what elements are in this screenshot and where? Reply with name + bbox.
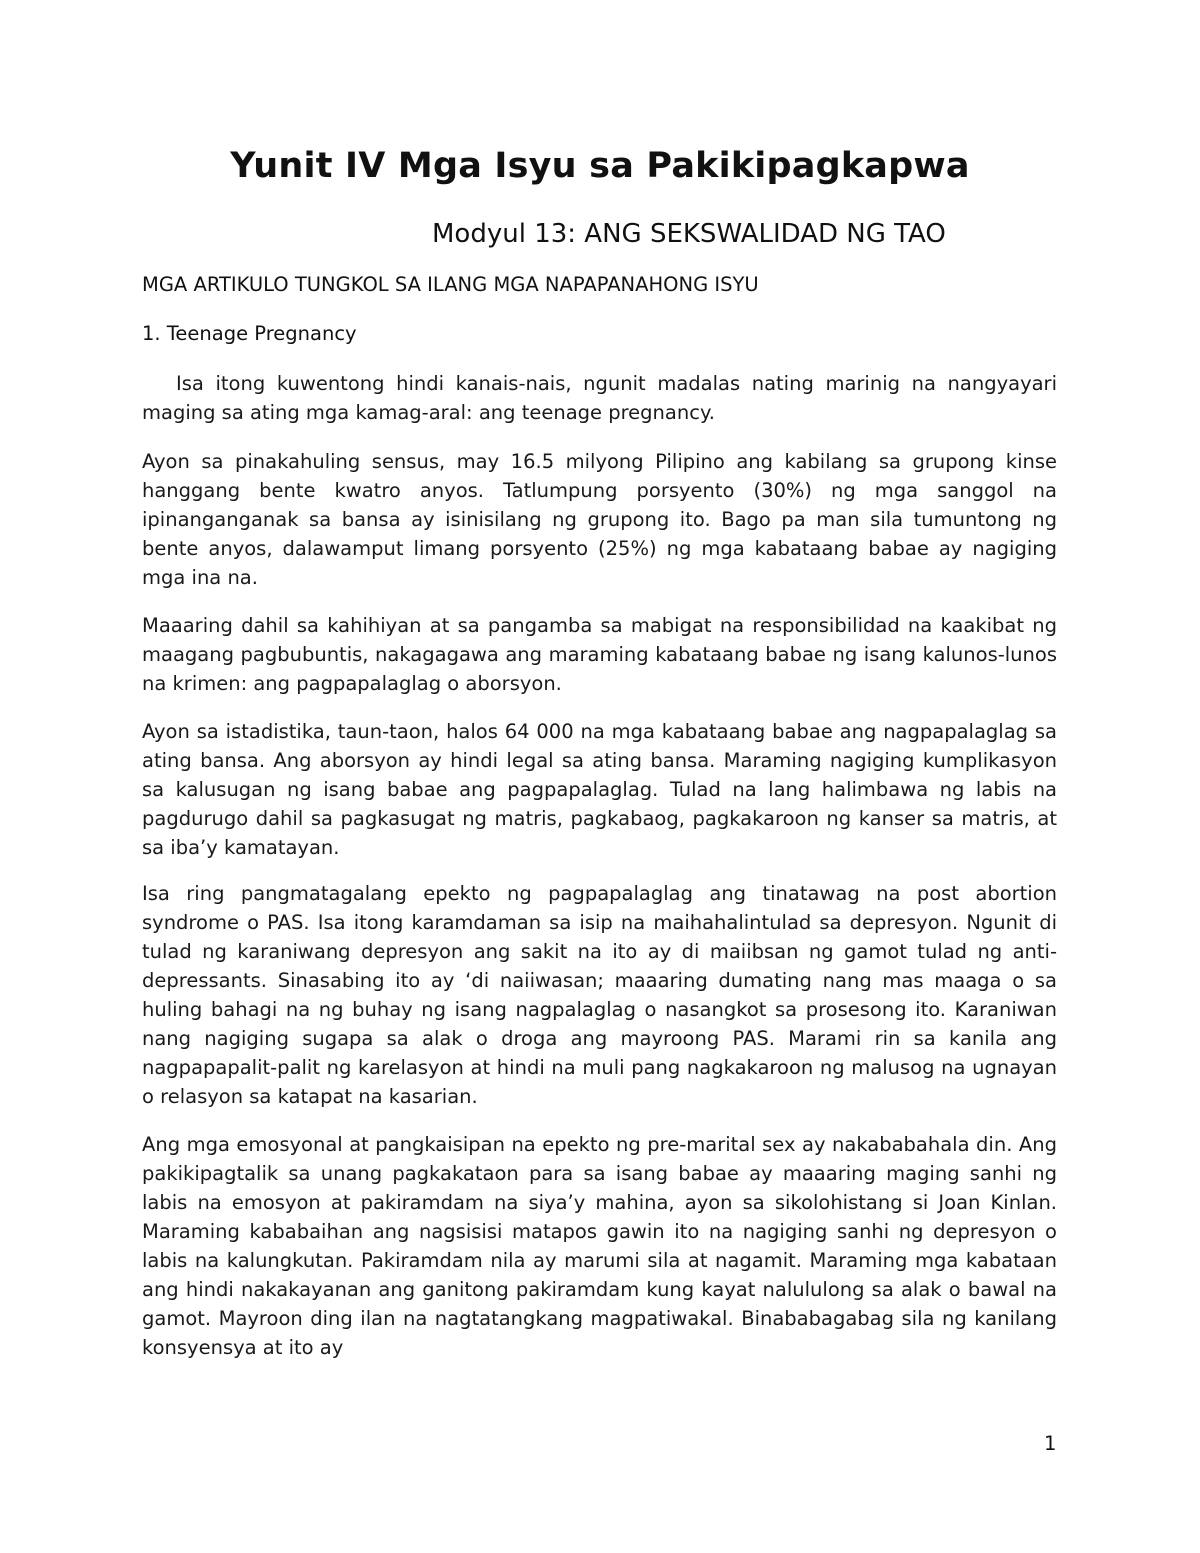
paragraph-emotional-effects: Ang mga emosyonal at pangkaisipan na epekto ng pre-marital sex ay nakababahala din. Ang pakikipagtalik sa unang pagkakataon para sa isang babae ay maaaring maging sanhi ng labis na emosyon at pakiramdam na siya’y mahina, ayon sa sikolohistang si Joan Kinlan. Maraming kababaihan ang nagsisisi matapos gawin ito na nagiging sanhi ng depresyon o labis na kalungkutan. Pakiramdam nila ay marumi sila at nagamit. Maraming mga kabataan ang hindi nakakayanan ang ganitong pakiramdam kung kayat nalululong sa alak o bawal na gamot. Mayroon ding ilan na nagtatangkang magpatiwakal. Binababagabag sila ng kanilang konsyensya at ito ay <box>142 1133 1057 1359</box>
subsection-heading: 1. Teenage Pregnancy <box>142 322 357 345</box>
page-number: 1 <box>1044 1432 1057 1455</box>
section-heading: MGA ARTIKULO TUNGKOL SA ILANG MGA NAPAPANAHONG ISYU <box>142 273 759 296</box>
paragraph-pas: Isa ring pangmatagalang epekto ng pagpapalaglag ang tinatawag na post abortion syndrome o PAS. Isa itong karamdaman sa isip na maihahalintulad sa depresyon. Ngunit di tulad ng karaniwang depresyon ang sakit na ito ay di maiibsan ng gamot tulad ng anti-depressants. Sinasabing ito ay ‘di naiiwasan; maaaring dumating nang mas maaga o sa huling bahagi na ng buhay ng isang nagpalaglag o nasangkot sa prosesong ito. Karaniwan nang nagiging sugapa sa alak o droga ang mayroong PAS. Marami rin sa kanila ang nagpapapalit-palit ng karelasyon at hindi na muli pang nagkakaroon ng malusog na ugnayan o relasyon sa katapat na kasarian. <box>142 882 1057 1108</box>
paragraph-intro: Isa itong kuwentong hindi kanais-nais, ngunit madalas nating marinig na nangyayari maging sa ating mga kamag-aral: ang teenage pregnancy. <box>142 372 1057 424</box>
module-title: Modyul 13: ANG SEKSWALIDAD NG TAO <box>432 219 946 249</box>
paragraph-census: Ayon sa pinakahuling sensus, may 16.5 milyong Pilipino ang kabilang sa grupong kinse hanggang bente kwatro anyos. Tatlumpung porsyento (30%) ng mga sanggol na ipinanganganak sa bansa ay isinisilang ng grupong ito. Bago pa man sila tumuntong ng bente anyos, dalawamput limang porsyento (25%) ng mga kabataang babae ay nagiging mga ina na. <box>142 450 1057 589</box>
paragraph-abortion-cause: Maaaring dahil sa kahihiyan at sa pangamba sa mabigat na responsibilidad na kaakibat ng maagang pagbubuntis, nakagagawa ang maraming kabataang babae ng isang kalunos-lunos na krimen: ang pagpapalaglag o aborsyon. <box>142 614 1057 695</box>
unit-title: Yunit IV Mga Isyu sa Pakikipagkapwa <box>230 146 970 186</box>
paragraph-statistics: Ayon sa istadistika, taun-taon, halos 64 000 na mga kabataang babae ang nagpapalaglag sa ating bansa. Ang aborsyon ay hindi legal sa ating bansa. Maraming nagiging kumplikasyon sa kalusugan ng isang babae ang pagpapalaglag. Tulad na lang halimbawa ng labis na pagdurugo dahil sa pagkasugat ng matris, pagkabaog, pagkakaroon ng kanser sa matris, at sa iba’y kamatayan. <box>142 720 1057 859</box>
